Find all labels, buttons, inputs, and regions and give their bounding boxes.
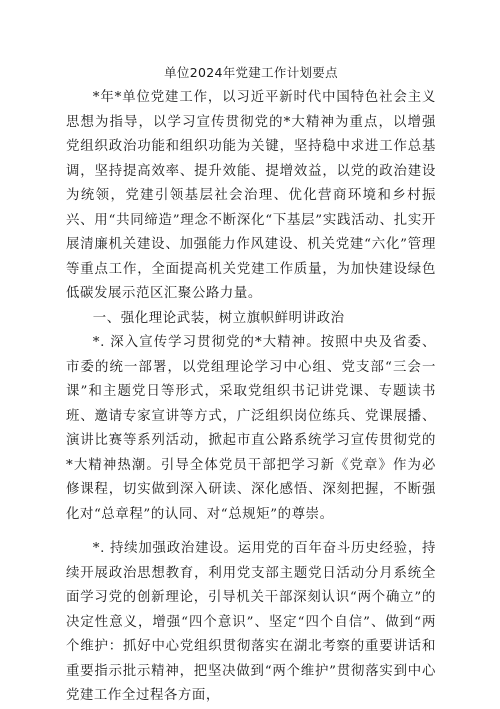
paragraph-gap <box>66 527 436 537</box>
document-title: 单位2024年党建工作计划要点 <box>164 65 338 80</box>
item-paragraph-2: *. 持续加强政治建设。运用党的百年奋斗历史经验，持续开展政治思想教育，利用党支部主题党日活动分月系统全面学习党的创新理论，引导机关干部深刻认识“两个确立”的决定性意义，增强“四个意识”、坚定“四个自信”、做到“两个维护：抓好中心党组织贯彻落实在湖北考察的重要讲话和重要指示批示精神，把坚决做到“两个维护”贯彻落实到中心党建工作全过程各方面， <box>66 541 436 703</box>
section-heading: 一、强化理论武装，树立旗帜鲜明讲政治 <box>92 310 345 326</box>
item-paragraph-1: *. 深入宣传学习贯彻党的*大精神。按照中央及省委、市委的统一部署，以党组理论学习中心组、党支部“三会一课”和主题党日等形式，采取党组织书记讲党课、专题读书班、邀请专家宣讲等方式，广泛组织岗位练兵、党课展播、演讲比赛等系列活动，掀起市直公路系统学习宣传贯彻党的*大精神热潮。引导全体党员干部把学习新《党章》作为必修课程，切实做到深入研读、深化感悟、深刻把握，不断强化对“总章程”的认同、对“总规矩”的尊崇。 <box>66 335 436 522</box>
intro-paragraph: *年*单位党建工作，以习近平新时代中国特色社会主义思想为指导，以学习宣传贯彻党的*大精神为重点，以增强党组织政治功能和组织功能为关键，坚持稳中求进工作总基调，坚持提高效率、提升效能、提增效益，以党的政治建设为统领，党建引领基层社会治理、优化营商环境和乡村振兴、用“共同缔造”理念不断深化“下基层”实践活动、扎实开展清廉机关建设、加强能力作风建设、机关党建“六化”管理等重点工作，全面提高机关党建工作质量，为加快建设绿色低碳发展示范区汇聚公路力量。 <box>66 90 436 301</box>
